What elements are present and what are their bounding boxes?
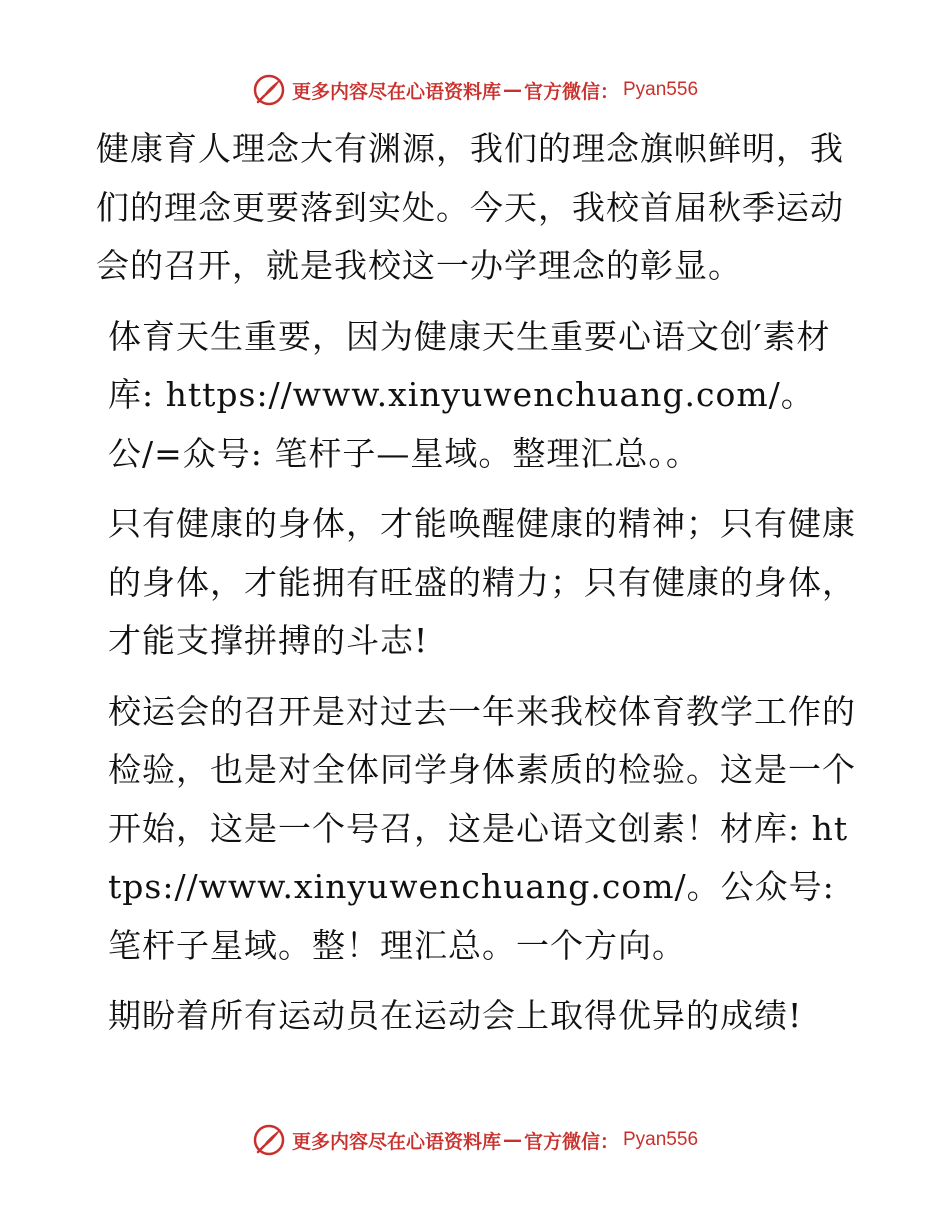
document-body — [96, 120, 856, 1058]
banner-wechat-account: Pyan556 — [623, 1129, 699, 1150]
footer-banner — [0, 1120, 950, 1160]
banner-wechat-label: 官方微信： — [523, 1130, 619, 1153]
banner-separator: — — [502, 1129, 522, 1151]
banner-brand-text: 更多内容尽在心语资料库 — [291, 1130, 501, 1153]
paragraph-2: 体育天生重要，因为健康天生重要心语文创′素材库: https://www.xinyuwenchuang.com/。公/=众号: 笔杆子—星域。整理汇总。。 — [108, 316, 831, 473]
banner-wechat-label: 官方微信： — [523, 80, 619, 103]
banner-wechat-account: Pyan556 — [623, 79, 699, 100]
paragraph-5: 期盼着所有运动员在运动会上取得优异的成绩! — [108, 996, 803, 1035]
header-banner — [0, 70, 950, 110]
banner-separator: — — [502, 79, 522, 101]
brand-logo-icon — [252, 73, 286, 107]
banner-brand-text: 更多内容尽在心语资料库 — [291, 80, 501, 103]
brand-logo-icon — [252, 1123, 286, 1157]
paragraph-1: 健康育人理念大有渊源，我们的理念旗帜鲜明，我们的理念更要落到实处。今天，我校首届秋季运动会的召开，就是我校这一办学理念的彰显。 — [96, 129, 844, 285]
paragraph-3: 只有健康的身体，才能唤醒健康的精神；只有健康的身体，才能拥有旺盛的精力；只有健康的身体，才能支撑拼搏的斗志! — [108, 504, 856, 660]
paragraph-4: 校运会的召开是对过去一年来我校体育教学工作的检验，也是对全体同学身体素质的检验。这是一个开始，这是一个号召，这是心语文创素！材库: https://www.xinyuwenchuang.com/。公众号: 笔杆子星域。整！理汇总。一个方向。 — [108, 691, 856, 965]
